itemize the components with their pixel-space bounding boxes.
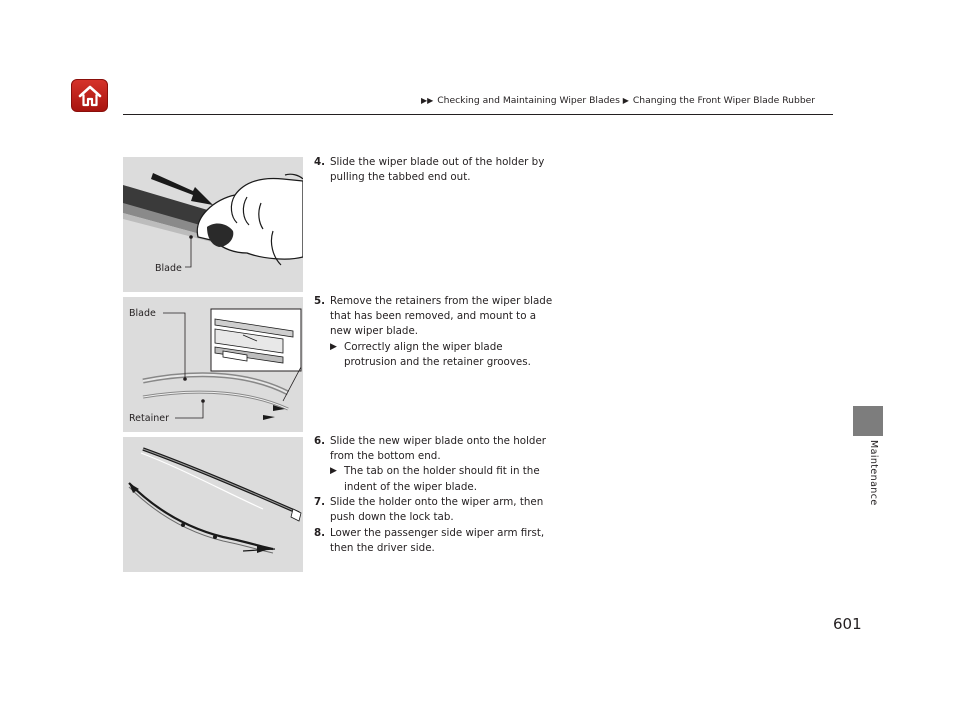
step-8 [314,526,574,556]
step-number: 6. [314,435,326,447]
breadcrumb-arrow-icon: ▶ [622,96,629,105]
page-number: 601 [833,615,862,633]
step-5 [314,294,574,370]
home-button[interactable] [71,79,108,112]
step-number: 5. [314,295,326,307]
header-rule [123,114,833,115]
figure-remove-retainers [123,297,303,432]
step-text: then the driver side. [330,542,435,555]
label-blade: Blade [129,308,156,319]
step-6 [314,434,574,495]
label-retainer: Retainer [129,413,169,424]
step-number: 7. [314,496,326,508]
step-text: Slide the holder onto the wiper arm, then [330,496,544,508]
step-note [314,464,574,479]
home-icon [77,84,103,108]
note-text: The tab on the holder should fit in the [344,465,540,478]
section-tab[interactable] [853,406,883,436]
breadcrumb-link-wiper-blades[interactable]: Checking and Maintaining Wiper Blades [437,95,620,106]
figure-slide-blade-out [123,157,303,292]
step-note [314,480,574,495]
section-label: Maintenance [868,440,879,506]
note-arrow-icon: ▶ [330,341,337,352]
figure-slide-new-blade [123,437,303,572]
note-arrow-icon: ▶ [330,466,337,477]
step-text: Slide the wiper blade out of the holder by [330,156,545,168]
note-text: protrusion and the retainer grooves. [344,355,531,368]
step-7 [314,495,574,525]
breadcrumb-current: Changing the Front Wiper Blade Rubber [632,95,816,106]
step-text: that has been removed, and mount to a [330,310,537,323]
label-blade: Blade [155,263,182,274]
step-text: from the bottom end. [330,450,441,463]
step-note [314,355,574,370]
breadcrumb-arrow-icon: ▶▶ [421,96,434,105]
step-4 [314,155,574,185]
step-note [314,340,574,355]
step-text: Slide the new wiper blade onto the holder [330,435,547,447]
step-number: 8. [314,527,326,539]
breadcrumb [421,95,815,106]
note-text: Correctly align the wiper blade [344,340,503,353]
step-text: Lower the passenger side wiper arm first, [330,527,545,539]
step-text: new wiper blade. [330,325,419,338]
step-text: Remove the retainers from the wiper blade [330,295,553,307]
note-text: indent of the wiper blade. [344,480,477,493]
step-number: 4. [314,156,326,168]
step-text: pulling the tabbed end out. [330,171,471,184]
step-text: push down the lock tab. [330,511,454,524]
